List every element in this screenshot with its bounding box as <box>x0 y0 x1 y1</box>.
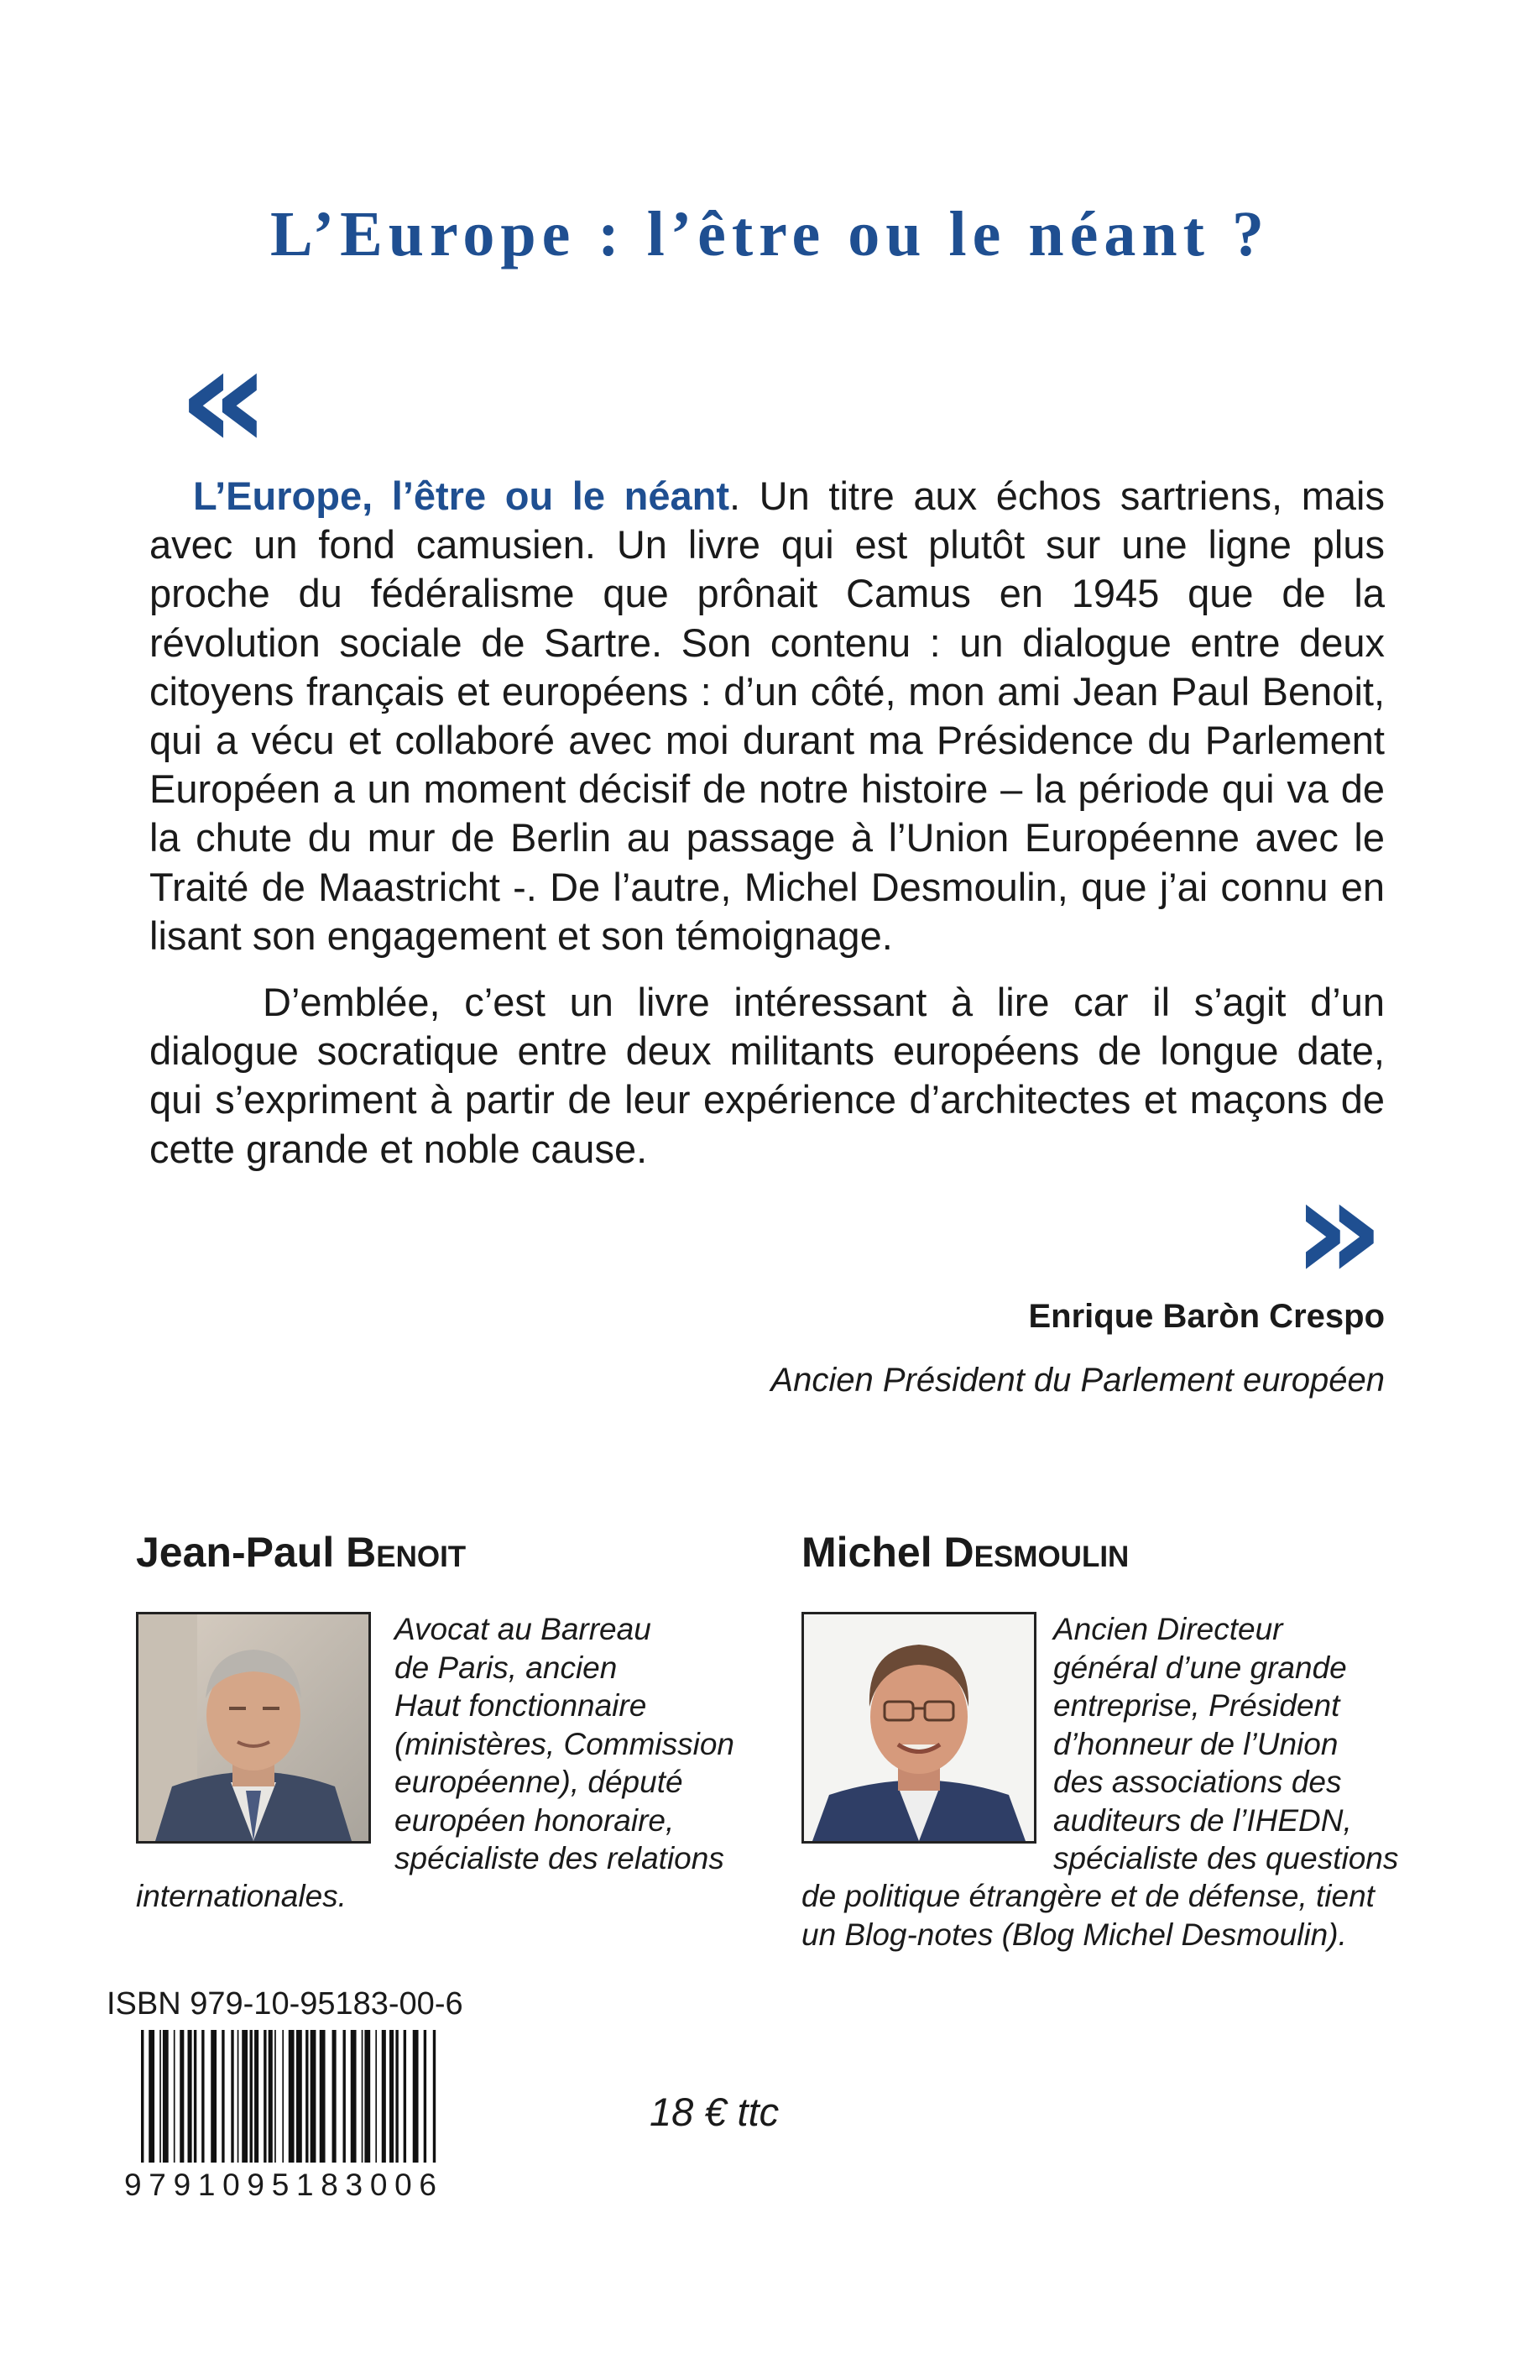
barcode-digit: 9 <box>173 2168 191 2202</box>
quote-line: le Traité de Maastricht -. De l’autre, Michel Desmoulin, que j’ai connu <box>149 815 1386 909</box>
bio-line: d’honneur de l’Union <box>1053 1726 1339 1761</box>
author-name-desmoulin: Michel Desmoulin <box>801 1529 1130 1576</box>
quote-line: Européen a un moment décisif de notre histoire – la période qui va <box>149 766 1329 812</box>
barcode-bar <box>382 2030 386 2163</box>
bio-line: spécialiste des relations <box>394 1841 724 1875</box>
barcode-bar <box>375 2030 377 2163</box>
barcode <box>141 2030 436 2163</box>
bio-line: des associations des <box>1053 1765 1342 1799</box>
barcode-digit: 0 <box>369 2168 388 2202</box>
bio-line: européen honoraire, <box>394 1802 675 1838</box>
barcode-digit: 9 <box>247 2168 264 2202</box>
portrait-image <box>804 1614 1034 1841</box>
close-quote-mark: » <box>1292 1147 1385 1313</box>
barcode-bar <box>296 2030 302 2163</box>
bio-line: Haut fonctionnaire <box>394 1688 647 1723</box>
quote-line: révolution sociale de Sartre. Son contenu : un dialogue entre deux <box>149 620 1385 665</box>
barcode-digit: 7 <box>149 2168 166 2202</box>
isbn-label: ISBN 979-10-95183-00-6 <box>107 1986 463 2022</box>
bio-line: Avocat au Barreau <box>394 1612 651 1646</box>
barcode-bar <box>231 2030 233 2163</box>
barcode-bar <box>163 2030 169 2163</box>
quote-line: en lisant son engagement et son témoignage. <box>149 864 1385 958</box>
barcode-bar <box>282 2030 284 2163</box>
bio-line: européenne), député <box>394 1765 683 1799</box>
barcode-bar <box>433 2030 436 2163</box>
barcode-bar <box>305 2030 308 2163</box>
barcode-bar <box>238 2030 239 2163</box>
barcode-bar <box>274 2030 276 2163</box>
barcode-digit: 0 <box>394 2168 412 2202</box>
quote-paragraph-1 <box>149 472 1385 960</box>
barcode-bar <box>141 2030 144 2163</box>
barcode-digit: 1 <box>295 2168 314 2202</box>
barcode-digit: 6 <box>419 2168 436 2202</box>
author-bio-desmoulin-tail <box>801 1877 1375 1954</box>
barcode-digit: 5 <box>271 2168 290 2202</box>
barcode-bar <box>242 2030 248 2163</box>
barcode-bar <box>188 2030 192 2163</box>
barcode-bar <box>351 2030 357 2163</box>
quote-line: mais avec un fond camusien. Un livre qui est plutôt sur une ligne <box>149 473 1385 568</box>
barcode-bar <box>250 2030 253 2163</box>
book-reference: L’Europe, l’être ou le néant <box>193 473 729 518</box>
author-name-benoit: Jean-Paul Benoit <box>136 1529 467 1576</box>
author-bio-benoit <box>394 1610 734 1878</box>
barcode-bar <box>222 2030 224 2163</box>
quote-line: D’emblée, c’est un livre intéressant à lire car il s’agit d’un <box>263 980 1385 1024</box>
bio-line: (ministères, Commission <box>394 1726 735 1761</box>
book-title: L’Europe : l’être ou le néant ? <box>270 199 1270 269</box>
barcode-bar <box>364 2030 370 2163</box>
bio-line: auditeurs de l’IHEDN, <box>1053 1802 1352 1838</box>
quote-line: dialogue socratique entre deux militants européens de longue date, <box>149 1028 1385 1074</box>
author-bio-benoit-tail <box>136 1877 347 1916</box>
barcode-digit: 1 <box>197 2168 216 2202</box>
barcode-bar <box>201 2030 204 2163</box>
barcode-bar <box>194 2030 196 2163</box>
price: 18 € ttc <box>650 2090 780 2134</box>
quote-author: Enrique Baròn Crespo <box>1028 1298 1385 1335</box>
barcode-digits <box>124 2168 436 2203</box>
barcode-digit: 9 <box>124 2168 142 2202</box>
quote-line: . Un titre aux échos sartriens, <box>728 473 1283 518</box>
quote-paragraph-2 <box>149 978 1385 1174</box>
barcode-bar <box>413 2030 419 2163</box>
barcode-bar <box>159 2030 161 2163</box>
barcode-bar <box>311 2030 316 2163</box>
quote-line: qui s’expriment à partir de leur expérience d’architectes et maçons <box>149 1077 1329 1122</box>
quote-line: de cette grande et noble cause. <box>149 1077 1385 1171</box>
bio-line: général d’une grande <box>1053 1650 1347 1685</box>
barcode-bar <box>389 2030 394 2163</box>
author-bio-desmoulin <box>1053 1610 1398 1878</box>
barcode-digit: 0 <box>222 2168 240 2202</box>
barcode-bar <box>343 2030 346 2163</box>
quote-line: de la chute du mur de Berlin au passage à l’Union Européenne avec <box>149 766 1385 860</box>
quote-line: plus proche du fédéralisme que prônait Camus en 1945 que de la <box>149 522 1385 616</box>
bio-line: spécialiste des questions <box>1053 1841 1399 1875</box>
barcode-bar <box>180 2030 184 2163</box>
author-photo-desmoulin <box>801 1612 1036 1844</box>
bio-line: Ancien Directeur <box>1053 1612 1283 1646</box>
barcode-bar <box>211 2030 217 2163</box>
bio-line: entreprise, Président <box>1053 1688 1340 1723</box>
quote-line: citoyens français et européens : d’un côté, mon ami Jean Paul Benoit, <box>149 668 1385 714</box>
bio-line: de politique étrangère et de défense, tient <box>801 1879 1375 1913</box>
bio-line: internationales. <box>136 1879 347 1913</box>
barcode-bar <box>264 2030 266 2163</box>
barcode-bar <box>404 2030 406 2163</box>
bio-line: un Blog-notes (Blog Michel Desmoulin). <box>801 1917 1347 1952</box>
barcode-bar <box>269 2030 273 2163</box>
barcode-bar <box>149 2030 154 2163</box>
barcode-bar <box>395 2030 398 2163</box>
portrait-image <box>138 1614 368 1841</box>
barcode-bar <box>424 2030 426 2163</box>
barcode-digit: 8 <box>321 2168 338 2202</box>
barcode-bar <box>362 2030 363 2163</box>
barcode-bar <box>174 2030 175 2163</box>
author-photo-benoit <box>136 1612 371 1844</box>
barcode-digit: 3 <box>345 2168 363 2202</box>
barcode-bar <box>320 2030 326 2163</box>
quote-author-role: Ancien Président du Parlement européen <box>770 1362 1385 1399</box>
quote-line: qui a vécu et collaboré avec moi durant ma Présidence du Parlement <box>149 718 1385 763</box>
barcode-bar <box>332 2030 337 2163</box>
barcode-bar <box>289 2030 295 2163</box>
bio-line: de Paris, ancien <box>394 1650 618 1685</box>
barcode-bar <box>254 2030 258 2163</box>
open-quote-mark: « <box>178 316 270 482</box>
